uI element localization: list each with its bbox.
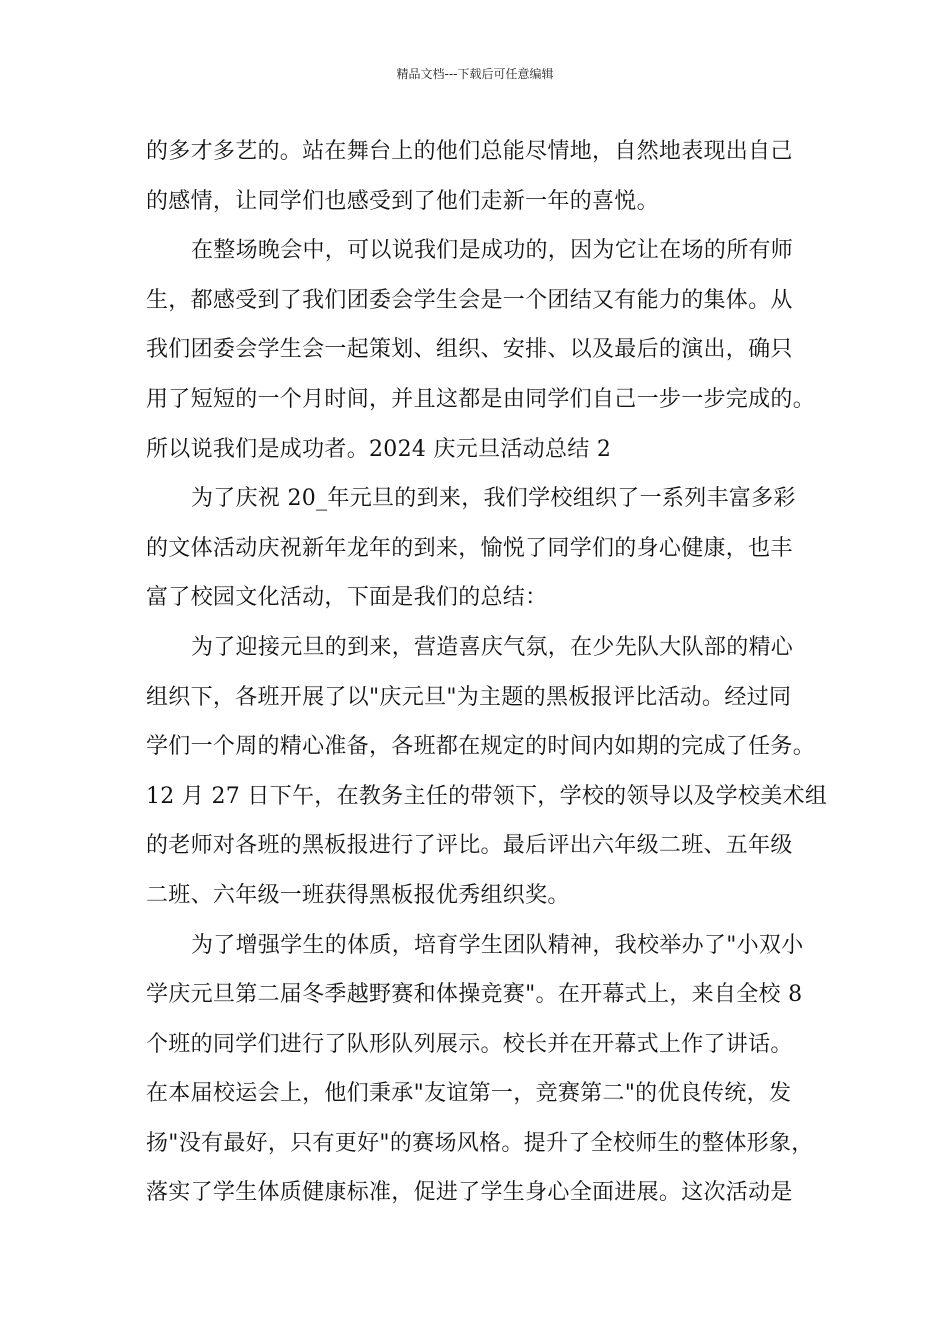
text-line: 在本届校运会上，他们秉承"友谊第一，竞赛第二"的优良传统，发 (146, 1081, 792, 1107)
text-line: 的多才多艺的。站在舞台上的他们总能尽情地，自然地表现出自己 (146, 139, 793, 164)
text-line: 学庆元旦第二届冬季越野赛和体操竞赛"。在开幕式上，来自全校 8 (146, 982, 803, 1008)
paragraph-start-line: 为了庆祝 20_年元旦的到来，我们学校组织了一系列丰富多彩 (191, 486, 796, 512)
text-line: 学们一个周的精心准备，各班都在规定的时间内如期的完成了任务。 (146, 734, 816, 760)
text-line: 扬"没有最好，只有更好"的赛场风格。提升了全校师生的整体形象， (146, 1130, 814, 1156)
page-header: 精品文档---下载后可任意编辑 (396, 67, 554, 81)
text-line: 生，都感受到了我们团委会学生会是一个团结又有能力的集体。从 (146, 287, 793, 313)
text-line: 的老师对各班的黑板报进行了评比。最后评出六年级二班、五年级 (146, 833, 793, 859)
text-line: 的文体活动庆祝新年龙年的到来，愉悦了同学们的身心健康，也丰 (146, 535, 793, 561)
text-line: 用了短短的一个月时间，并且这都是由同学们自己一步一步完成的。 (146, 386, 816, 412)
document-body (146, 132, 826, 1223)
text-line: 我们团委会学生会一起策划、组织、安排、以及最后的演出，确只 (146, 337, 793, 363)
text-line: 12 月 27 日下午，在教务主任的带领下，学校的领导以及学校美术组 (146, 783, 828, 809)
text-line: 富了校园文化活动，下面是我们的总结： (146, 585, 548, 611)
text-line: 的感情，让同学们也感受到了他们走新一年的喜悦。 (146, 188, 659, 214)
paragraph-start-line: 在整场晚会中，可以说我们是成功的，因为它让在场的所有师 (191, 238, 794, 264)
text-line: 二班、六年级一班获得黑板报优秀组织奖。 (146, 882, 570, 908)
paragraph-start-line: 为了增强学生的体质，培育学生团队精神，我校举办了"小双小 (191, 932, 804, 958)
text-line: 组织下，各班开展了以"庆元旦"为主题的黑板报评比活动。经过同 (146, 684, 792, 710)
text-line: 落实了学生体质健康标准，促进了学生身心全面进展。这次活动是 (146, 1180, 793, 1206)
text-line-with-section-title: 所以说我们是成功者。2024 庆元旦活动总结 2 (146, 436, 612, 462)
paragraph-start-line: 为了迎接元旦的到来，营造喜庆气氛，在少先队大队部的精心 (191, 634, 794, 660)
text-line: 个班的同学们进行了队形队列展示。校长并在开幕式上作了讲话。 (146, 1031, 793, 1057)
